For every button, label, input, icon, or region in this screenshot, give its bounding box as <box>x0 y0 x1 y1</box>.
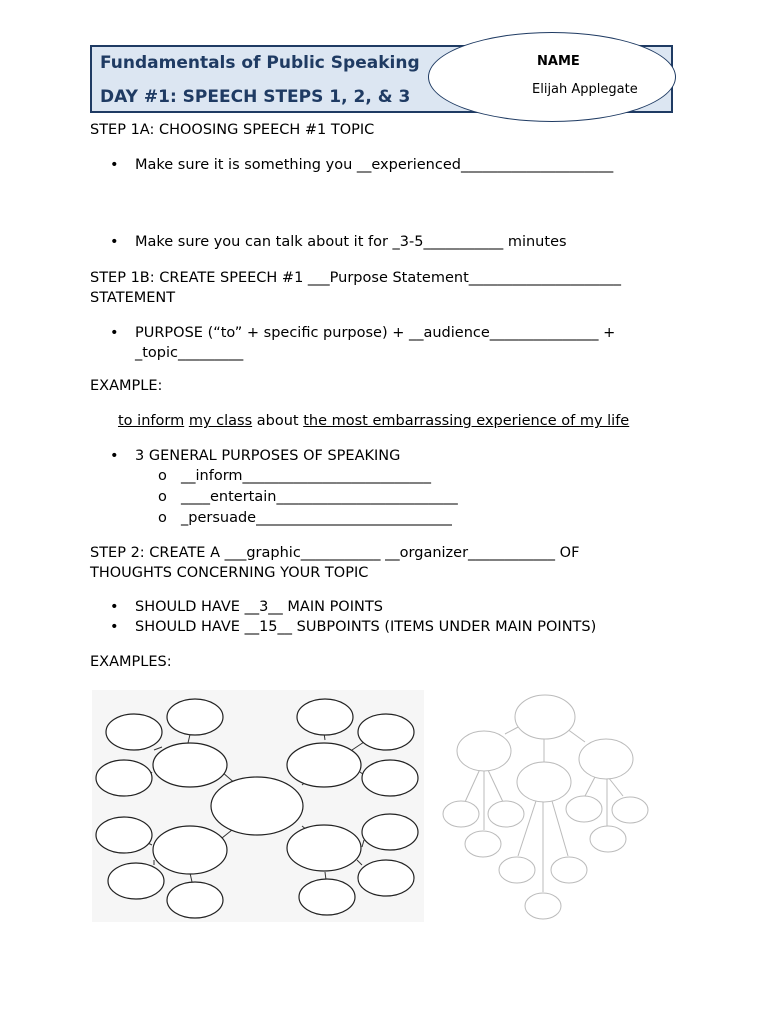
center-bubble <box>211 777 303 835</box>
subpoint-bubble <box>358 860 414 896</box>
purpose-formula: PURPOSE (“to” + specific purpose) + __audience_______________ + <box>135 325 616 341</box>
subpoint-bubble <box>108 863 164 899</box>
subpoint-node <box>612 797 648 823</box>
purpose-formula-cont: _topic_________ <box>135 345 244 361</box>
subpoint-bubble <box>106 714 162 750</box>
bullet-marker: • <box>110 599 119 615</box>
subpoint-node <box>551 857 587 883</box>
purpose-persuade: _persuade___________________________ <box>181 510 452 526</box>
example-audience: my class <box>188 413 253 429</box>
step2-heading: STEP 2: CREATE A ___graphic___________ __organizer____________ OF <box>90 545 580 561</box>
subpoint-bubble <box>299 879 355 915</box>
example-sentence <box>118 413 629 429</box>
name-label: NAME <box>537 54 580 69</box>
day-title: DAY #1: SPEECH STEPS 1, 2, & 3 <box>100 87 411 107</box>
subpoint-node <box>499 857 535 883</box>
subpoint-bubble <box>362 760 418 796</box>
example-label: EXAMPLE: <box>90 378 163 394</box>
subpoint-node <box>488 801 524 827</box>
subpoint-bubble <box>167 699 223 735</box>
bullet-marker: • <box>110 619 119 635</box>
subpoint-node <box>443 801 479 827</box>
main-point-node <box>457 731 511 771</box>
sub-bullet-marker: o <box>158 510 167 526</box>
subpoint-bubble <box>297 699 353 735</box>
sub-bullet-marker: o <box>158 489 167 505</box>
step2-heading-cont: THOUGHTS CONCERNING YOUR TOPIC <box>90 565 369 581</box>
example-topic: the most embarrassing experience of my life <box>303 413 630 429</box>
step1a-bullet-minutes: Make sure you can talk about it for _3-5___________ minutes <box>135 234 567 250</box>
subpoint-bubble <box>96 760 152 796</box>
step2-bullet-main-points: SHOULD HAVE __3__ MAIN POINTS <box>135 599 383 615</box>
bubble-map-diagram <box>92 690 424 922</box>
subpoint-bubble <box>362 814 418 850</box>
step1a-bullet-experienced: Make sure it is something you __experienced_____________________ <box>135 157 614 173</box>
main-point-bubble <box>287 825 361 871</box>
tree-diagram <box>440 690 652 922</box>
course-title: Fundamentals of Public Speaking <box>100 53 420 73</box>
subpoint-bubble <box>167 882 223 918</box>
subpoint-bubble <box>96 817 152 853</box>
main-point-bubble <box>287 743 361 787</box>
sub-bullet-marker: o <box>158 468 167 484</box>
subpoint-bubble <box>358 714 414 750</box>
subpoint-node <box>566 796 602 822</box>
main-point-node <box>579 739 633 779</box>
main-point-bubble <box>153 826 227 874</box>
example-separator: about <box>252 413 304 429</box>
purpose-entertain: ____entertain_________________________ <box>181 489 458 505</box>
step1b-heading-cont: STATEMENT <box>90 290 176 306</box>
example-purpose: to inform <box>118 413 185 429</box>
main-point-node <box>517 762 571 802</box>
main-point-bubble <box>153 743 227 787</box>
step1b-heading: STEP 1B: CREATE SPEECH #1 ___Purpose Statement_____________________ <box>90 270 622 286</box>
step2-bullet-subpoints: SHOULD HAVE __15__ SUBPOINTS (ITEMS UNDER MAIN POINTS) <box>135 619 597 635</box>
subpoint-node <box>590 826 626 852</box>
bullet-marker: • <box>110 448 119 464</box>
subpoint-node <box>525 893 561 919</box>
name-oval <box>428 32 676 122</box>
bullet-marker: • <box>110 325 119 341</box>
step1a-heading: STEP 1A: CHOOSING SPEECH #1 TOPIC <box>90 122 375 138</box>
name-value: Elijah Applegate <box>532 82 638 97</box>
bullet-marker: • <box>110 234 119 250</box>
examples-label: EXAMPLES: <box>90 654 172 670</box>
bullet-marker: • <box>110 157 119 173</box>
root-node <box>515 695 575 739</box>
subpoint-node <box>465 831 501 857</box>
purpose-inform: __inform__________________________ <box>181 468 432 484</box>
purposes-heading: 3 GENERAL PURPOSES OF SPEAKING <box>135 448 401 464</box>
